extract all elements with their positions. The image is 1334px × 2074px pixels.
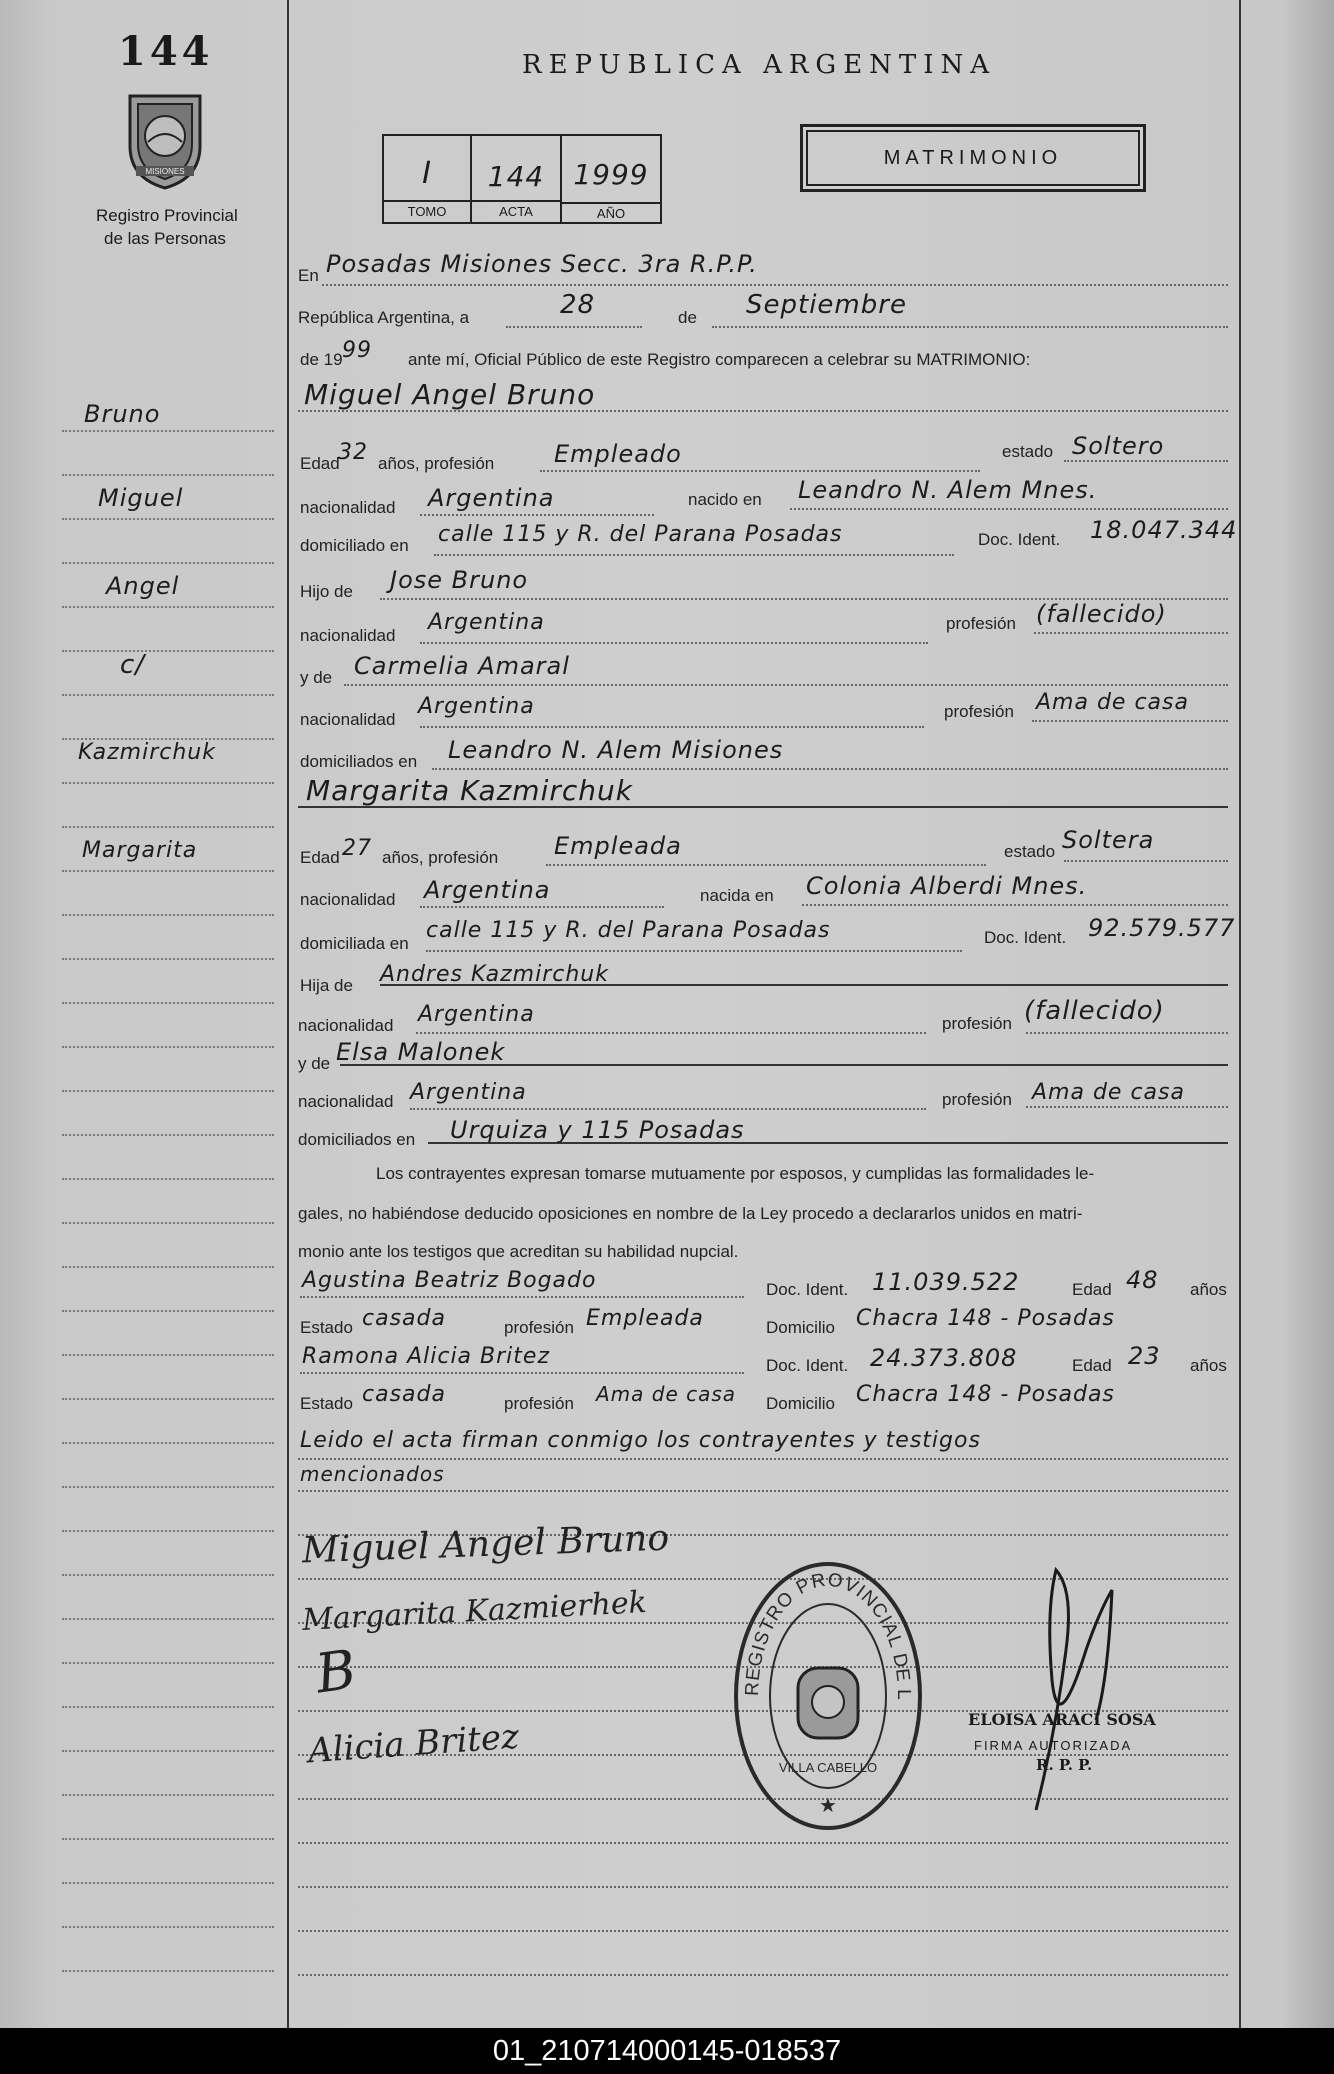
- anio-value: 1999: [573, 158, 649, 191]
- witness1-name: Agustina Beatriz Bogado: [302, 1268, 597, 1293]
- groom-mother-line: [344, 684, 1228, 686]
- witness1-profession: Empleada: [586, 1306, 704, 1331]
- bride-birthplace: Colonia Alberdi Mnes.: [806, 872, 1088, 900]
- margin-ruling: [62, 1882, 274, 1884]
- margin-ruling: [62, 1750, 274, 1752]
- bride-birthplace-line: [802, 904, 1228, 906]
- groom-address-label: domiciliado en: [300, 536, 409, 555]
- bride-nacida-label: nacida en: [700, 886, 774, 905]
- bride-status-line: [1064, 860, 1228, 862]
- witness1-address: Chacra 148 - Posadas: [856, 1306, 1115, 1331]
- witness1-status: casada: [362, 1306, 446, 1331]
- reference-box: [382, 134, 662, 224]
- bride-mother-prof-label: profesión: [942, 1090, 1012, 1109]
- groom-address-line: [434, 554, 954, 556]
- margin-ruling: [62, 1926, 274, 1928]
- groom-age: 32: [338, 440, 368, 465]
- witness2-prof-label: profesión: [504, 1394, 574, 1413]
- groom-father: Jose Bruno: [390, 566, 529, 594]
- margin-ruling: [62, 782, 274, 784]
- groom-profesion-label: años, profesión: [378, 454, 495, 473]
- groom-mother-nat-line: [420, 726, 924, 728]
- month-line: [712, 326, 1228, 328]
- groom-father-prof-line: [1034, 632, 1228, 634]
- margin-note-bride-first-name: Margarita: [82, 838, 198, 863]
- margin-ruling: [62, 958, 274, 960]
- page-number: 144: [118, 28, 214, 75]
- margin-ruling: [62, 1838, 274, 1840]
- bride-profession: Empleada: [554, 832, 682, 860]
- witness1-doc-label: Doc. Ident.: [766, 1280, 849, 1299]
- margin-ruling: [62, 1794, 274, 1796]
- groom-mother: Carmelia Amaral: [354, 652, 570, 680]
- witness1-prof-label: profesión: [504, 1318, 574, 1337]
- de-label: de: [678, 308, 697, 327]
- tomo-label: TOMO: [384, 200, 470, 222]
- bride-nationality: Argentina: [424, 876, 551, 904]
- declaration-line-1: Los contrayentes expresan tomarse mutuamente por esposos, y cumplidas las formalidades le-: [376, 1164, 1095, 1183]
- margin-ruling: [62, 694, 274, 696]
- bride-edad-label: Edad: [300, 848, 340, 867]
- groom-edad-label: Edad: [300, 454, 340, 473]
- body-ruling: [298, 1930, 1228, 1932]
- groom-father-prof-label: profesión: [946, 614, 1016, 633]
- groom-name: Miguel Angel Bruno: [304, 378, 596, 411]
- closing-line-1-rule: [298, 1458, 1228, 1460]
- witness2-address: Chacra 148 - Posadas: [856, 1382, 1115, 1407]
- bride-father-nat: Argentina: [418, 1002, 535, 1027]
- right-border-line: [1239, 0, 1241, 2028]
- groom-father-nat-line: [420, 642, 928, 644]
- bride-name: Margarita Kazmirchuk: [306, 774, 633, 807]
- margin-ruling: [62, 1222, 274, 1224]
- bride-nationality-label: nacionalidad: [300, 890, 396, 909]
- bride-address: calle 115 y R. del Parana Posadas: [426, 918, 831, 943]
- witness2-dom-label: Domicilio: [766, 1394, 835, 1413]
- republica-label: República Argentina, a: [298, 308, 470, 327]
- groom-doc-label: Doc. Ident.: [978, 530, 1061, 549]
- en-label: En: [298, 266, 319, 285]
- groom-profession-line: [540, 470, 980, 472]
- margin-ruling: [62, 1662, 274, 1664]
- registry-name-line1: Registro Provincial: [96, 206, 238, 225]
- witness2-estado-label: Estado: [300, 1394, 353, 1413]
- margin-ruling: [62, 562, 274, 564]
- groom-profession: Empleado: [554, 440, 682, 468]
- margin-ruling: [62, 1266, 274, 1268]
- groom-mother-nat-label: nacionalidad: [300, 710, 396, 729]
- declaration-line-3: monio ante los testigos que acreditan su habilidad nupcial.: [298, 1242, 739, 1261]
- witness2-age: 23: [1128, 1342, 1161, 1370]
- margin-ruling: [62, 1002, 274, 1004]
- year-value: 99: [342, 338, 372, 363]
- bride-mother-prof: Ama de casa: [1032, 1080, 1185, 1105]
- groom-parents-address-line: [432, 768, 1228, 770]
- groom-mother-prof: Ama de casa: [1036, 690, 1189, 715]
- bride-mother-nat-label: nacionalidad: [298, 1092, 394, 1111]
- official-title: FIRMA AUTORIZADA: [974, 1738, 1133, 1753]
- official-office: R. P. P.: [1036, 1756, 1093, 1774]
- groom-father-nat-label: nacionalidad: [300, 626, 396, 645]
- bride-address-line: [426, 950, 962, 952]
- acta-label: ACTA: [472, 200, 560, 222]
- bride-age: 27: [342, 836, 372, 861]
- seal-star-icon: ★: [819, 1795, 837, 1817]
- witness1-anos-label: años: [1190, 1280, 1227, 1299]
- body-ruling: [298, 1974, 1228, 1976]
- bride-father-prof: (fallecido): [1024, 996, 1165, 1026]
- bride-father-nat-line: [416, 1032, 926, 1034]
- groom-mother-prof-label: profesión: [944, 702, 1014, 721]
- margin-ruling: [62, 1486, 274, 1488]
- country-title: REPUBLICA ARGENTINA: [522, 50, 997, 80]
- margin-ruling: [62, 1178, 274, 1180]
- margin-ruling: [62, 1970, 274, 1972]
- official-signature-stroke: [996, 1530, 1146, 1835]
- groom-mother-nat: Argentina: [418, 694, 535, 719]
- margin-ruling: [62, 518, 274, 520]
- file-id: 01_210714000145-018537: [0, 2028, 1334, 2074]
- bride-father-prof-line: [1026, 1032, 1228, 1034]
- seal-ring-text: REGISTRO PROVINCIAL DE L: [741, 1569, 915, 1701]
- margin-ruling: [62, 1354, 274, 1356]
- bride-estado-label: estado: [1004, 842, 1056, 861]
- witness1-dom-label: Domicilio: [766, 1318, 835, 1337]
- bride-mother-nat-line: [410, 1108, 926, 1110]
- bride-doc-label: Doc. Ident.: [984, 928, 1067, 947]
- witness2-name: Ramona Alicia Britez: [302, 1344, 550, 1369]
- bride-mother-label: y de: [298, 1054, 331, 1073]
- margin-note-bride-surname: Kazmirchuk: [78, 740, 216, 765]
- groom-birthplace: Leandro N. Alem Mnes.: [798, 476, 1098, 504]
- margin-ruling: [62, 1706, 274, 1708]
- margin-note-surname: Bruno: [84, 400, 161, 428]
- margin-ruling: [62, 826, 274, 828]
- groom-status: Soltero: [1072, 432, 1165, 460]
- body-ruling: [298, 1842, 1228, 1844]
- margin-ruling: [62, 1442, 274, 1444]
- groom-father-nat: Argentina: [428, 610, 545, 635]
- groom-nationality-line: [420, 514, 654, 516]
- groom-nationality-label: nacionalidad: [300, 498, 396, 517]
- groom-parents-address: Leandro N. Alem Misiones: [448, 736, 784, 764]
- witness2-status: casada: [362, 1382, 446, 1407]
- declaration-line-2: gales, no habiéndose deducido oposiciones en nombre de la Ley procedo a declararlos unidos en matri-: [298, 1204, 1083, 1223]
- bride-parents-address-label: domiciliados en: [298, 1130, 416, 1149]
- groom-mother-label: y de: [300, 668, 333, 687]
- bride-doc-number: 92.579.577: [1088, 914, 1236, 942]
- witness2-doc: 24.373.808: [870, 1344, 1018, 1372]
- witness1-age: 48: [1126, 1266, 1159, 1294]
- tomo-value: I: [422, 156, 432, 191]
- bride-mother-prof-line: [1026, 1106, 1228, 1108]
- witness1-name-line: [300, 1296, 744, 1298]
- margin-ruling: [62, 1618, 274, 1620]
- bride-father-nat-label: nacionalidad: [298, 1016, 394, 1035]
- witness2-edad-label: Edad: [1072, 1356, 1112, 1375]
- margin-ruling: [62, 606, 274, 608]
- bride-father: Andres Kazmirchuk: [380, 962, 609, 987]
- bride-nationality-line: [420, 906, 664, 908]
- groom-birthplace-line: [790, 508, 1228, 510]
- margin-ruling: [62, 914, 274, 916]
- margin-ruling: [62, 474, 274, 476]
- closing-line-2: mencionados: [300, 1462, 445, 1486]
- witness1-estado-label: Estado: [300, 1318, 353, 1337]
- witness2-signature: Alicia Britez: [306, 1716, 521, 1772]
- official-name: ELOISA ARACI SOSA: [968, 1710, 1156, 1729]
- groom-parents-address-label: domiciliados en: [300, 752, 418, 771]
- groom-nacido-label: nacido en: [688, 490, 762, 509]
- bride-status: Soltera: [1062, 826, 1155, 854]
- place-line: [322, 284, 1228, 286]
- witness2-anos-label: años: [1190, 1356, 1227, 1375]
- margin-ruling: [62, 1574, 274, 1576]
- act-type-box: [800, 124, 1146, 192]
- witness2-name-line: [300, 1372, 744, 1374]
- closing-line-1: Leido el acta firman conmigo los contrayentes y testigos: [300, 1428, 981, 1453]
- bride-profession-line: [546, 864, 986, 866]
- body-ruling: [298, 1886, 1228, 1888]
- bride-mother: Elsa Malonek: [336, 1038, 506, 1066]
- groom-estado-label: estado: [1002, 442, 1054, 461]
- bride-address-label: domiciliada en: [300, 934, 409, 953]
- witness1-edad-label: Edad: [1072, 1280, 1112, 1299]
- groom-father-label: Hijo de: [300, 582, 353, 601]
- witness1-signature: B: [311, 1637, 360, 1706]
- margin-note-second-name: Angel: [106, 572, 180, 600]
- groom-doc-number: 18.047.344: [1090, 516, 1238, 544]
- bride-profesion-label: años, profesión: [382, 848, 499, 867]
- margin-ruling: [62, 1310, 274, 1312]
- closing-line-2-rule: [298, 1490, 1228, 1492]
- groom-nationality: Argentina: [428, 484, 555, 512]
- margin-note-first-name: Miguel: [98, 484, 184, 512]
- act-type: MATRIMONIO: [883, 147, 1063, 169]
- intro-text: ante mí, Oficial Público de este Registro comparecen a celebrar su MATRIMONIO:: [408, 350, 1031, 369]
- groom-status-line: [1064, 460, 1228, 462]
- witness1-doc: 11.039.522: [872, 1268, 1020, 1296]
- place-value: Posadas Misiones Secc. 3ra R.P.P.: [326, 250, 758, 278]
- margin-ruling: [62, 1134, 274, 1136]
- official-seal: [728, 1556, 928, 1836]
- bride-signature: Margarita Kazmierhek: [301, 1584, 648, 1639]
- margin-divider-line: [287, 0, 289, 2028]
- bride-father-label: Hija de: [300, 976, 353, 995]
- bride-mother-nat: Argentina: [410, 1080, 527, 1105]
- margin-ruling: [62, 1530, 274, 1532]
- groom-signature: Miguel Angel Bruno: [301, 1517, 670, 1572]
- margin-ruling: [62, 1046, 274, 1048]
- bride-father-prof-label: profesión: [942, 1014, 1012, 1033]
- groom-father-prof: (fallecido): [1036, 600, 1167, 628]
- margin-ruling: [62, 650, 274, 652]
- margin-ruling: [62, 1398, 274, 1400]
- groom-address: calle 115 y R. del Parana Posadas: [438, 522, 843, 547]
- registry-name-line2: de las Personas: [104, 229, 226, 248]
- day-value: 28: [560, 290, 596, 320]
- anio-label: AÑO: [562, 202, 660, 224]
- margin-ruling: [62, 870, 274, 872]
- month-value: Septiembre: [746, 290, 907, 320]
- year-label: de 19: [300, 350, 343, 369]
- witness2-profession: Ama de casa: [596, 1382, 737, 1406]
- margin-note-conjunction: c/: [120, 650, 146, 680]
- bride-parents-address: Urquiza y 115 Posadas: [450, 1116, 745, 1144]
- margin-ruling: [62, 1090, 274, 1092]
- margin-ruling: [62, 430, 274, 432]
- seal-inner-text: VILLA CABELLO: [778, 1760, 878, 1775]
- emblem-label: MISIONES: [145, 167, 185, 176]
- groom-mother-prof-line: [1032, 720, 1228, 722]
- witness2-doc-label: Doc. Ident.: [766, 1356, 849, 1375]
- province-emblem: [122, 86, 208, 195]
- acta-value: 144: [487, 160, 545, 193]
- day-line: [506, 326, 642, 328]
